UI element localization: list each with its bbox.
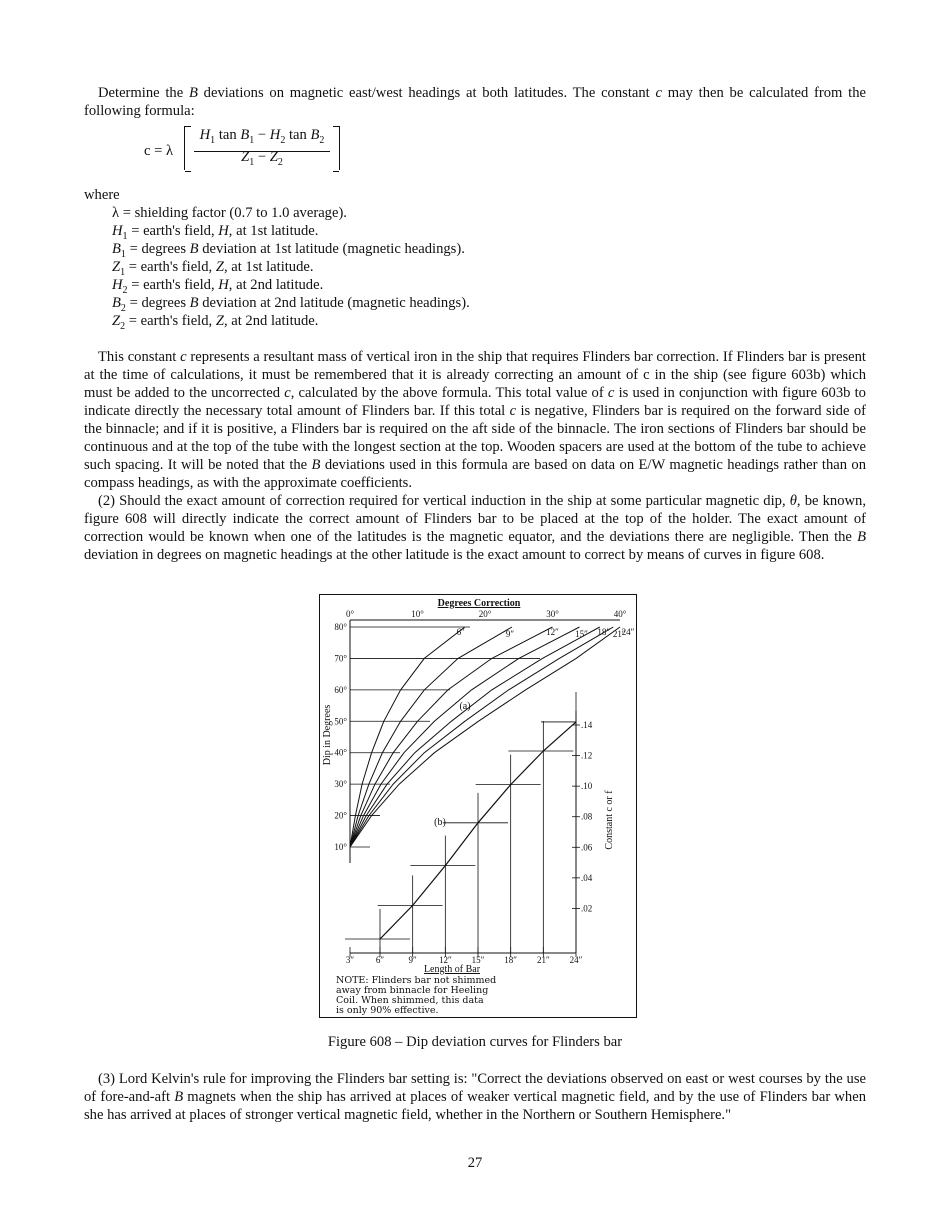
- definition-item: $B_2$ = degrees B deviation at 2nd latitude (magnetic headings).: [112, 295, 470, 314]
- definition-item: λ = shielding factor (0.7 to 1.0 average).: [112, 205, 347, 221]
- paragraph-constant-c: This constant c represents a resultant mass of vertical iron in the ship that requires Flinders bar correction. If Flinders bar is present at the time of calculations, it must be remembered that it is already correcting an amount of c in the ship (see figure 603b) which must be added to the uncorrected c, calculated by the above formula. This total value of c is used in conjunction with figure 603b to indicate directly the necessary total amount of Flinders bar. If this total c is negative, Flinders bar is required on the forward side of the binnacle; and if it is positive, a Flinders bar is required on the aft side of the binnacle. The iron sections of Flinders bar should be continuous and at the top of the tube with the longest section at the top. Wooden spacers are used at the bottom of the tube to achieve such spacing. It will be noted that the B deviations used in this formula are based on data on E/W magnetic headings rather than on compass headings, as with the approximate coefficients.: [84, 349, 866, 491]
- panel-b-annotation: (b): [434, 817, 446, 828]
- panel-a-y-tick-label: 80°: [334, 622, 347, 632]
- dip-deviation-chart: [320, 595, 638, 1019]
- formula-lhs: c = λ: [144, 143, 174, 159]
- paragraph-kelvin-rule: (3) Lord Kelvin's rule for improving the Flinders bar setting is: "Correct the deviations observed on east or west courses by the use of fore-and-aft B magnets when the ship has arrived at places of weaker vertical magnetic field, and by the use of Flinders bar when she has arrived at places of stronger vertical magnetic field, whether in the Northern or Southern Hemisphere.": [84, 1071, 866, 1123]
- formula-numerator: $H_1$ $\tan B_1 - H_2$ $\tan B_2$: [194, 126, 330, 152]
- panel-a-y-label: Dip in Degrees: [322, 704, 333, 766]
- paragraph-intro: Determine the B deviations on magnetic east/west headings at both latitudes. The constant c may then be calculated from the following formula:: [84, 85, 866, 119]
- panel-b-y-tick-label: .04: [581, 872, 593, 883]
- panel-b-note-line: away from binnacle for Heeling: [336, 985, 489, 996]
- panel-a-y-tick-label: 50°: [334, 716, 347, 727]
- panel-a-curve-4: [350, 627, 580, 847]
- panel-b-y-tick-label: .10: [581, 781, 593, 792]
- panel-b-x-tick-label: 15″: [471, 955, 485, 965]
- panel-b-y-tick-label: .08: [581, 811, 593, 822]
- panel-b-y-tick-label: .06: [581, 842, 593, 853]
- panel-a-x-tick-label: 20°: [478, 609, 492, 619]
- panel-a-x-tick-label: 40°: [613, 609, 627, 619]
- panel-a-y-tick-label: 10°: [334, 842, 347, 852]
- page-body: [84, 84, 866, 564]
- panel-a-annotation: (a): [459, 701, 471, 712]
- definition-item: $B_1$ = degrees B deviation at 1st latitude (magnetic headings).: [112, 241, 465, 260]
- panel-a-curve-label: 18″: [597, 627, 611, 637]
- panel-b-y-tick-label: .14: [581, 720, 593, 730]
- panel-a-y-tick-label: 60°: [334, 684, 347, 695]
- panel-a-y-tick-label: 40°: [334, 747, 347, 758]
- panel-a-x-tick-label: 30°: [546, 609, 559, 619]
- definition-item: $Z_2$ = earth's field, Z, at 2nd latitude.: [112, 313, 319, 332]
- panel-a-curve-label: 6″: [456, 627, 465, 637]
- panel-a-curve-3: [350, 627, 553, 847]
- panel-b-x-tick-label: 18″: [504, 955, 518, 965]
- definition-item: $Z_1$ = earth's field, Z, at 1st latitude.: [112, 259, 314, 278]
- formula-denominator: $Z_1 - Z_2$: [241, 149, 283, 168]
- panel-a-curve-label: 12″: [546, 627, 559, 637]
- panel-b-x-tick-label: 21″: [536, 955, 550, 965]
- panel-b-x-tick-label: 9″: [408, 955, 417, 965]
- panel-a-y-tick-label: 30°: [334, 779, 347, 790]
- panel-a-curve-label: 15″: [575, 629, 588, 639]
- definition-item: $H_1$ = earth's field, H, at 1st latitude.: [112, 223, 319, 242]
- definition-list: [112, 204, 866, 330]
- panel-b-x-tick-label: 24″: [569, 955, 583, 965]
- panel-b-x-tick-label: 3″: [345, 955, 355, 965]
- panel-a-curve-label: 21″: [612, 629, 626, 639]
- panel-b-note-line: is only 90% effective.: [336, 1005, 439, 1016]
- panel-b-x-label: Length of Bar: [423, 964, 481, 975]
- paragraph-exact-amount: (2) Should the exact amount of correction required for vertical induction in the ship at some particular magnetic dip, θ, be known, figure 608 will directly indicate the correct amount of Flinders bar to be placed at the top of the holder. The exact amount of correction would be known when one of the latitudes is the magnetic equator, and the deviations there are negligible. Then the B deviation in degrees on magnetic headings at the other latitude is the exact amount to correct by means of curves in figure 608.: [84, 493, 866, 563]
- panel-a-y-tick-label: 70°: [334, 653, 347, 664]
- panel-b-y-tick-label: .02: [581, 903, 593, 914]
- panel-a-title: Degrees Correction: [437, 598, 521, 609]
- definition-item: $H_2$ = earth's field, H, at 2nd latitude.: [112, 277, 324, 296]
- panel-b-y-tick-label: .12: [581, 750, 593, 761]
- panel-a-y-tick-label: 20°: [334, 810, 347, 821]
- where-label: where: [84, 187, 120, 203]
- panel-a-curve-label: 9″: [505, 629, 515, 639]
- panel-a-curve-2: [350, 627, 512, 847]
- panel-a-x-tick-label: 10°: [411, 609, 424, 619]
- figure-caption: Figure 608 – Dip deviation curves for Flinders bar: [327, 1034, 623, 1050]
- panel-b-y-label: Constant c or f: [604, 790, 615, 850]
- panel-b-note-line: Coil. When shimmed, this data: [336, 995, 484, 1006]
- panel-b-note-line: NOTE: Flinders bar not shimmed: [336, 975, 497, 986]
- panel-a-curve-5: [350, 627, 600, 847]
- figure-608: [319, 594, 637, 1018]
- panel-b-x-tick-label: 6″: [375, 955, 385, 965]
- formula-c: [144, 124, 866, 182]
- panel-b-x-tick-label: 12″: [438, 955, 452, 965]
- panel-a-x-tick-label: 0°: [345, 609, 355, 619]
- page-number: 27: [467, 1155, 483, 1171]
- panel-a-curve-label: 24″: [621, 627, 635, 637]
